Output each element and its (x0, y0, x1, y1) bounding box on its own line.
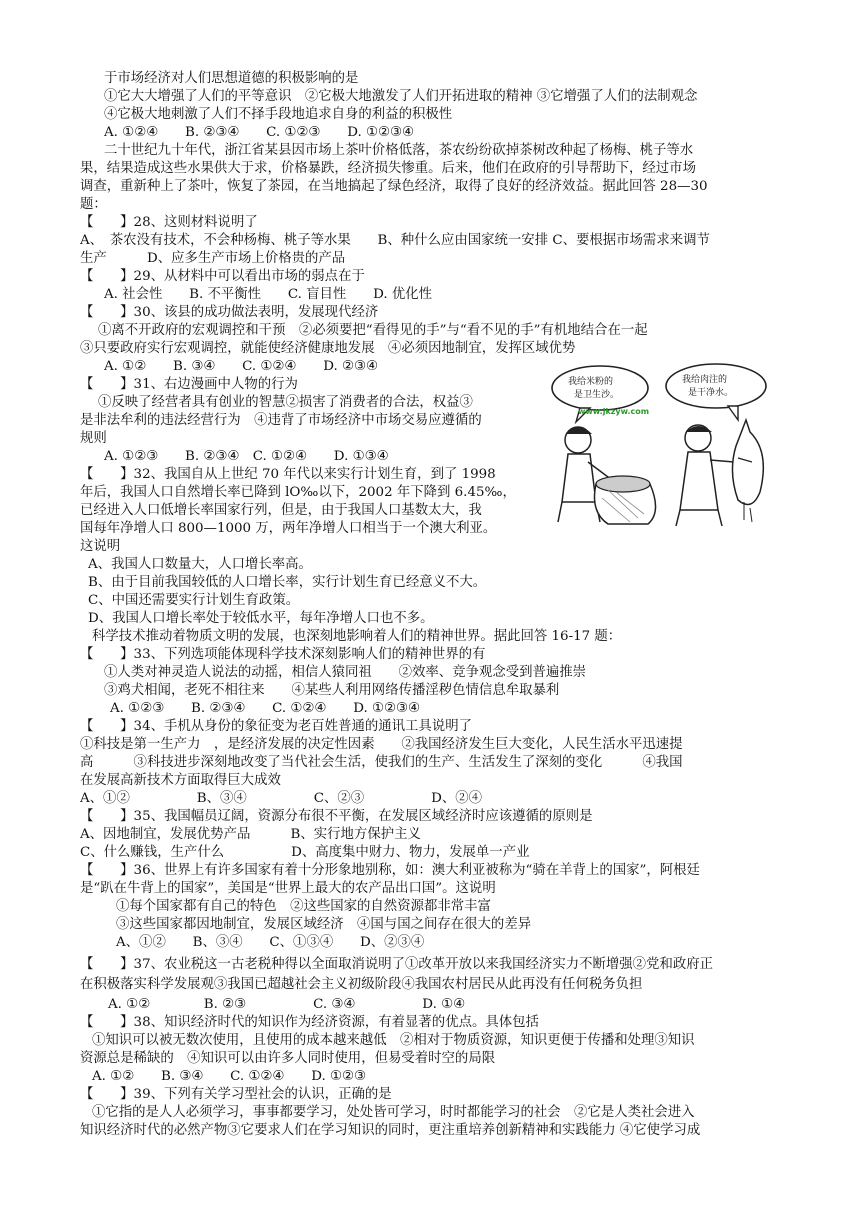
text-line: A. ①② B. ③④ C. ①②④ D. ②③④ (104, 359, 378, 374)
text-line: 知识经济时代的必然产物③它要求人们在学习知识的同时，更注重培养创新精神和实践能力 ④它使学习成 (80, 1123, 701, 1138)
cartoon-drawing (538, 362, 784, 530)
text-line: D、我国人口增长率处于较低水平，每年净增人口也不多。 (88, 611, 434, 626)
text-line: 在发展高新技术方面取得巨大成效 (80, 773, 281, 788)
text-line: 【 】28、这则材料说明了 (80, 215, 258, 230)
text-line: 规则 (80, 431, 107, 446)
text-line: 【 】33、下列选项能体现科学技术深刻影响人们的精神世界的有 (80, 647, 486, 662)
text-line: 年后，我国人口自然增长率已降到 lO‰以下，2002 年下降到 6.45‰， (80, 485, 516, 500)
text-line: 高 ③科技进步深刻地改变了当代社会生活，使我们的生产、生活发生了深刻的变化 ④我国 (80, 755, 683, 770)
text-line: ①知识可以被无数次使用，且使用的成本越来越低 ②相对于物质资源，知识更便于传播和处理③知识 (92, 1033, 695, 1048)
bubble-right-text-2: 是干净水。 (688, 388, 734, 398)
bubble-left-text-2: 是卫生沙。 (574, 390, 620, 400)
text-line: ①它大大增强了人们的平等意识 ②它极大地激发了人们开拓进取的精神 ③它增强了人们的法制观念 (104, 89, 698, 104)
text-line: 【 】38、知识经济时代的知识作为经济资源，有着显著的优点。具体包括 (80, 1015, 539, 1030)
text-line: 这说明 (80, 539, 121, 554)
text-line: 是非法牟利的违法经营行为 ④违背了市场经济中市场交易应遵循的 (80, 413, 482, 428)
text-line: 在积极落实科学发展观③我国已超越社会主义初级阶段④我国农村居民从此再没有任何税务负担 (80, 977, 643, 992)
text-line: 调查，重新种上了茶叶，恢复了茶园，在当地搞起了绿色经济，取得了良好的经济效益。据此回答 28—30 (80, 179, 708, 194)
text-line: 【 】32、我国自从上世纪 70 年代以来实行计划生育，到了 1998 (80, 467, 496, 482)
text-line: A. ①②④ B. ②③④ C. ①②③ D. ①②③④ (104, 125, 414, 140)
text-line: ①每个国家都有自己的特色 ②这些国家的自然资源都非常丰富 (116, 899, 491, 914)
text-line: C、中国还需要实行计划生育政策。 (88, 593, 300, 608)
text-line: 生产 D、应多生产市场上价格贵的产品 (80, 251, 346, 266)
text-line: 科学技术推动着物质文明的发展，也深刻地影响着人们的精神世界。据此回答 16-17 题： (92, 629, 622, 644)
text-line: 已经进入人口低增长率国家行列，但是，由于我国人口基数太大，我 (80, 503, 482, 518)
text-line: A. ①② B. ③④ C. ①②④ D. ①②③ (92, 1069, 366, 1084)
text-line: 【 】35、我国幅员辽阔，资源分布很不平衡，在发展区域经济时应该遵循的原则是 (80, 809, 593, 824)
text-line: 【 】29、从材料中可以看出市场的弱点在于 (80, 269, 365, 284)
bubble-left-text-1: 我给米粉的 (568, 377, 614, 387)
cartoon-illustration (538, 362, 784, 530)
text-line: 国每年净增人口 800—1000 万，两年净增人口相当于一个澳大利亚。 (80, 521, 497, 536)
speech-bubble-right (666, 364, 766, 408)
text-line: ④它极大地刺激了人们不择手段地追求自身的利益的积极性 (104, 107, 453, 122)
text-line: ①离不开政府的宏观调控和干预 ②必须要把“看得见的手”与“看不见的手”有机地结合在一起 (98, 323, 648, 338)
text-line: ①它指的是人人必须学习，事事都要学习，处处皆可学习，时时都能学习的社会 ②它是人类社会进入 (92, 1105, 695, 1120)
text-line: A. ①②③ B. ②③④ C. ①②④ D. ①③④ (104, 449, 389, 464)
text-line: ③鸡犬相闻，老死不相往来 ④某些人利用网络传播淫秽色情信息牟取暴利 (104, 683, 560, 698)
text-line: ①人类对神灵造人说法的动摇，相信人猿同祖 ②效率、竞争观念受到普遍推崇 (104, 665, 587, 680)
text-line: 题： (80, 197, 107, 212)
text-line: A、我国人口数量大，人口增长率高。 (88, 557, 312, 572)
text-line: A、因地制宜，发展优势产品 B、实行地方保护主义 (80, 827, 421, 842)
text-line: A. ①② B. ②③ C. ③④ D. ①④ (108, 997, 466, 1012)
bubble-right-text-1: 我给肉注的 (682, 375, 728, 385)
text-line: 【 】34、手机从身份的象征变为老百姓普通的通讯工具说明了 (80, 719, 472, 734)
watermark-text: www.jkzyw.com (578, 407, 650, 416)
text-line: ①科技是第一生产力 ，是经济发展的决定性因素 ②我国经济发生巨大变化，人民生活水平迅速提 (80, 737, 683, 752)
text-line: ③只要政府实行宏观调控，就能使经济健康地发展 ④必须因地制宜，发挥区域优势 (80, 341, 576, 356)
text-line: 果，结果造成这些水果供大于求，价格暴跌，经济损失惨重。后来，他们在政府的引导帮助下，经过市场 (80, 161, 696, 176)
text-line: A、①② B、③④ C、②③ D、②④ (80, 791, 483, 806)
text-line: 资源总是稀缺的 ④知识可以由许多人同时使用，但易受着时空的局限 (80, 1051, 496, 1066)
text-line: C、什么赚钱，生产什么 D、高度集中财力、物力，发展单一产业 (80, 845, 530, 860)
text-line: 二十世纪九十年代，浙江省某县因市场上茶叶价格低落，茶农纷纷砍掉茶树改种起了杨梅、桃子等水 (104, 143, 694, 158)
hanging-meat (732, 420, 763, 505)
text-line: A、 茶农没有技术，不会种杨梅、桃子等水果 B、种什么应由国家统一安排 C、要根据市场需求来调节 (80, 233, 710, 248)
text-line: A. ①②③ B. ②③④ C. ①②④ D. ①②③④ (110, 701, 420, 716)
text-line: B、由于目前我国较低的人口增长率，实行计划生育已经意义不大。 (88, 575, 487, 590)
text-line: A、①② B、③④ C、①③④ D、②③④ (116, 935, 425, 950)
text-line: 【 】31、右边漫画中人物的行为 (80, 377, 298, 392)
text-line: 【 】39、下列有关学习型社会的认识，正确的是 (80, 1087, 392, 1102)
text-line: ①反映了经营者具有创业的智慧②损害了消费者的合法，权益③ (98, 395, 473, 410)
text-line: 【 】37、农业税这一古老税种得以全面取消说明了①改革开放以来我国经济实力不断增强②党和政府正 (80, 957, 714, 972)
speech-bubble-left (552, 366, 648, 410)
text-line: A. 社会性 B. 不平衡性 C. 盲目性 D. 优化性 (104, 287, 433, 302)
text-line: 于市场经济对人们思想道德的积极影响的是 (104, 71, 359, 86)
text-line: 【 】36、世界上有许多国家有着十分形象地别称，如：澳大利亚被称为“骑在羊背上的国家”，阿根廷 (80, 863, 700, 878)
text-line: 【 】30、该县的成功做法表明，发展现代经济 (80, 305, 379, 320)
text-line: 是“趴在牛背上的国家”，美国是“世界上最大的农产品出口国”。这说明 (80, 881, 496, 896)
text-line: ③这些国家都因地制宜，发展区域经济 ④国与国之间存在很大的差异 (116, 917, 532, 932)
